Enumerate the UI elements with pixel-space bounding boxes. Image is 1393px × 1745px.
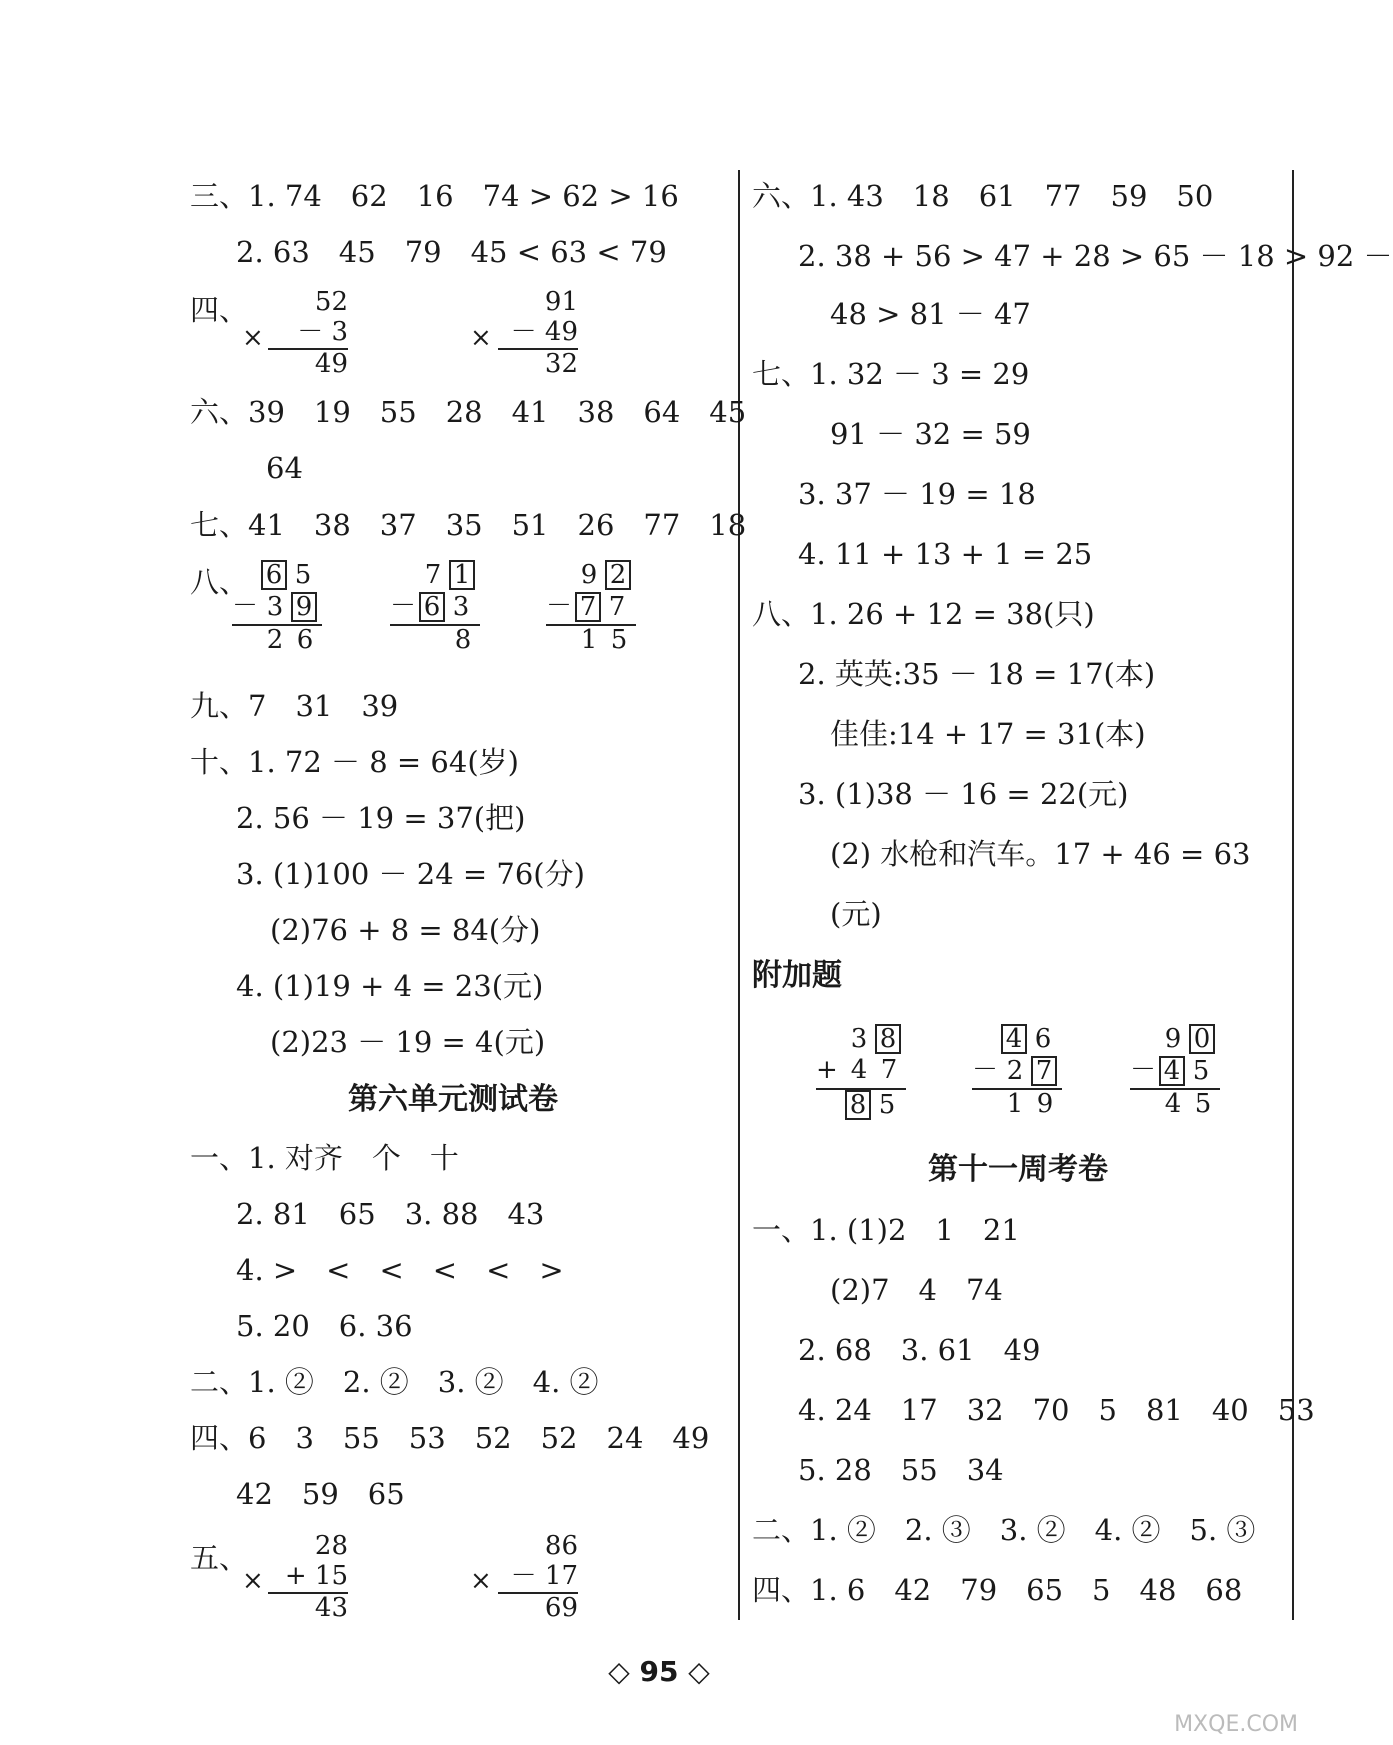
answer-line: 2. 56 － 19 = 37(把): [236, 801, 526, 835]
answer-line: 四、6 3 55 53 52 52 24 49: [190, 1421, 710, 1455]
section-label: 八、: [190, 565, 249, 599]
answer-line: 4. > < < < < >: [236, 1253, 564, 1287]
answer-line: (2) 水枪和汽车。17 + 46 = 63: [830, 837, 1251, 871]
answer-line: 四、1. 6 42 79 65 5 48 68: [752, 1573, 1243, 1607]
section-title: 第十一周考卷: [928, 1152, 1108, 1187]
answer-line: 八、1. 26 + 12 = 38(只): [752, 597, 1095, 631]
answer-line: (2)76 + 8 = 84(分): [270, 913, 541, 947]
page-number: ◇ 95 ◇: [608, 1655, 710, 1688]
digit-puzzle: 4 6 － 2 7 1 9: [972, 1024, 1062, 1122]
wrong-mark: ×: [242, 1566, 264, 1596]
answer-line: 二、1. ② 2. ② 3. ② 4. ②: [190, 1365, 599, 1399]
digit-puzzle: 9 0 － 4 5 4 5: [1130, 1024, 1220, 1122]
answer-line: 2. 68 3. 61 49: [798, 1333, 1041, 1367]
answer-line: 十、1. 72 － 8 = 64(岁): [190, 745, 519, 779]
answer-line: 4. (1)19 + 4 = 23(元): [236, 969, 544, 1003]
answer-line: (元): [830, 897, 882, 931]
watermark-logo: MXQE.COM: [1174, 1712, 1298, 1737]
answer-line: 91 － 32 = 59: [830, 417, 1031, 451]
vertical-calc: 86 － 17 69: [498, 1532, 578, 1624]
answer-line: 2. 63 45 79 45 < 63 < 79: [236, 235, 667, 269]
vertical-calc: 91 － 49 32: [498, 288, 578, 380]
answer-line: 3. 37 － 19 = 18: [798, 477, 1036, 511]
wrong-mark: ×: [470, 323, 492, 353]
answer-line: 一、1. (1)2 1 21: [752, 1213, 1020, 1247]
answer-line: 48 > 81 － 47: [830, 297, 1031, 331]
answer-line: 六、1. 43 18 61 77 59 50: [752, 179, 1214, 213]
answer-line: 5. 20 6. 36: [236, 1309, 413, 1343]
answer-line: 42 59 65: [236, 1477, 405, 1511]
digit-puzzle: 9 2 － 7 7 1 5: [546, 560, 636, 658]
section-label: 四、: [190, 293, 249, 327]
answer-line: 5. 28 55 34: [798, 1453, 1004, 1487]
answer-line: 二、1. ② 2. ③ 3. ② 4. ② 5. ③: [752, 1513, 1256, 1547]
vertical-calc: 52 － 3 49: [268, 288, 348, 380]
answer-line: 2. 38 + 56 > 47 + 28 > 65 － 18 > 92 －: [798, 239, 1393, 273]
answer-line: 七、41 38 37 35 51 26 77 18: [190, 508, 747, 542]
answer-line: 三、1. 74 62 16 74 > 62 > 16: [190, 179, 679, 213]
answer-line: 佳佳:14 + 17 = 31(本): [830, 717, 1146, 751]
wrong-mark: ×: [470, 1566, 492, 1596]
answer-line: (2)7 4 74: [830, 1273, 1003, 1307]
digit-puzzle: 7 1 － 6 3 8: [390, 560, 480, 658]
answer-line: 六、39 19 55 28 41 38 64 45: [190, 395, 747, 429]
answer-line: 九、7 31 39: [190, 689, 399, 723]
digit-puzzle: 3 8 + 4 7 8 5: [816, 1024, 906, 1122]
answer-line: 一、1. 对齐 个 十: [190, 1141, 459, 1175]
digit-puzzle: 6 5 － 3 9 2 6: [232, 560, 322, 658]
section-label: 五、: [190, 1541, 249, 1575]
answer-line: 2. 81 65 3. 88 43: [236, 1197, 545, 1231]
section-title: 第六单元测试卷: [348, 1082, 558, 1117]
answer-line: 3. (1)38 － 16 = 22(元): [798, 777, 1129, 811]
column-divider: [738, 170, 740, 1620]
section-title: 附加题: [752, 958, 842, 993]
answer-line: 2. 英英:35 － 18 = 17(本): [798, 657, 1156, 691]
wrong-mark: ×: [242, 323, 264, 353]
vertical-calc: 28 + 15 43: [268, 1532, 348, 1624]
answer-line: 3. (1)100 － 24 = 76(分): [236, 857, 585, 891]
answer-line: 4. 11 + 13 + 1 = 25: [798, 537, 1093, 571]
answer-line: 64: [266, 451, 303, 485]
answer-line: 4. 24 17 32 70 5 81 40 53: [798, 1393, 1315, 1427]
answer-line: 七、1. 32 － 3 = 29: [752, 357, 1030, 391]
answer-line: (2)23 － 19 = 4(元): [270, 1025, 546, 1059]
